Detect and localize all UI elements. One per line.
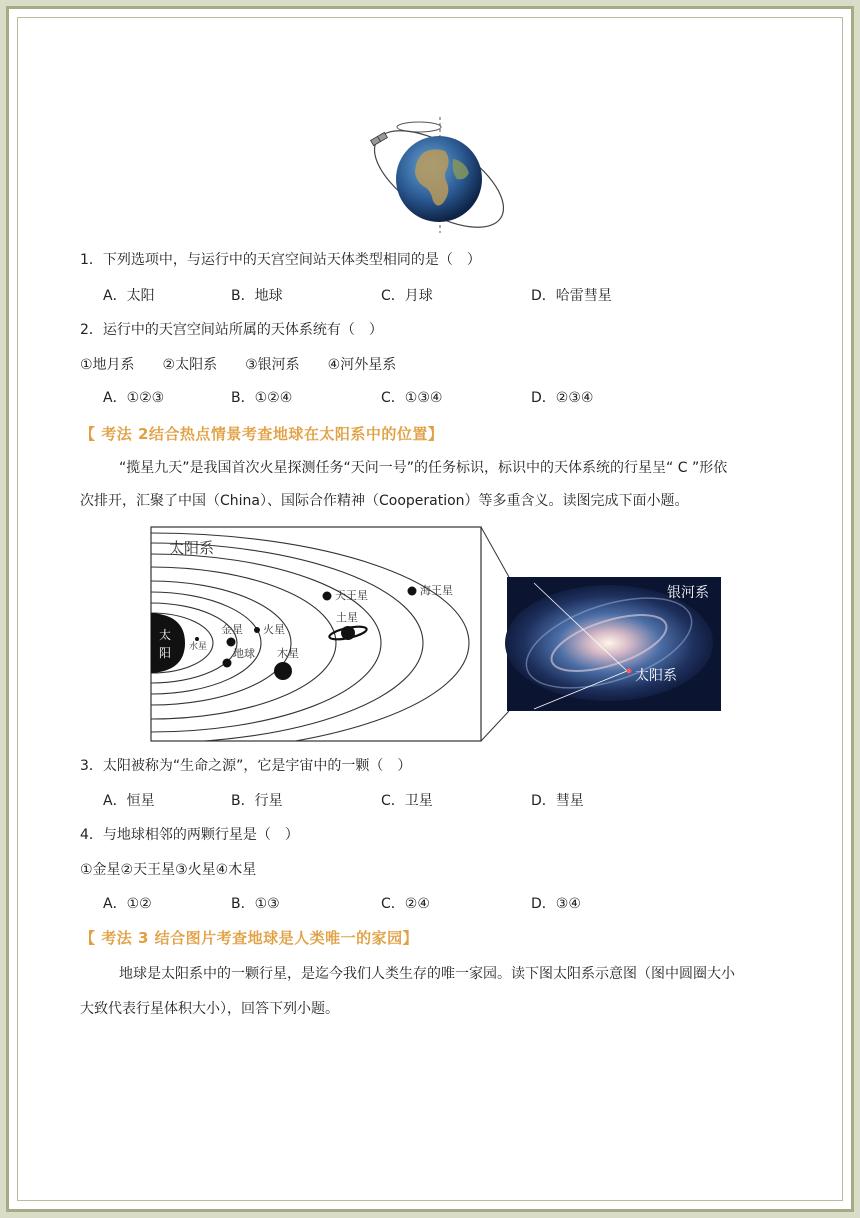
planet-uranus	[323, 592, 332, 601]
q2-items: ①地月系 ②太阳系 ③银河系 ④河外星系	[80, 357, 397, 373]
q4-option-a: A．①②	[103, 896, 152, 912]
solar-system-figure	[139, 525, 723, 745]
planet-mercury	[195, 637, 199, 641]
q2-option-a: A．①②③	[103, 390, 165, 406]
solar-system-panel	[151, 527, 481, 741]
label-mars: 火星	[263, 623, 285, 636]
q3-option-d: D．彗星	[531, 793, 584, 809]
q1-option-d: D．哈雷彗星	[531, 288, 612, 304]
q2-option-c: C．①③④	[381, 390, 443, 406]
galaxy-label: 银河系	[667, 585, 709, 601]
planet-neptune	[408, 587, 417, 596]
page-frame	[6, 6, 854, 1212]
question-2: 2．运行中的天宫空间站所属的天体系统有（ ）	[80, 322, 383, 338]
label-mercury: 水星	[189, 642, 208, 652]
section-3-heading: 【 考法 3 结合图片考查地球是人类唯一的家园】	[80, 929, 419, 947]
question-1: 1．下列选项中，与运行中的天宫空间站天体类型相同的是（ ）	[80, 252, 481, 268]
question-3: 3．太阳被称为“生命之源”，它是宇宙中的一颗（ ）	[80, 758, 412, 774]
label-jupiter: 木星	[277, 647, 299, 660]
q3-option-b: B．行星	[231, 793, 283, 809]
label-neptune: 海王星	[420, 584, 453, 597]
section-2-heading: 【 考法 2结合热点情景考查地球在太阳系中的位置】	[80, 425, 444, 443]
q3-option-a: A．恒星	[103, 793, 155, 809]
planet-venus	[227, 638, 236, 647]
planet-earth	[223, 659, 232, 668]
q4-option-d: D．③④	[531, 896, 581, 912]
planet-jupiter	[274, 662, 292, 680]
galaxy-solar-system-label: 太阳系	[635, 668, 677, 684]
space-station-icon	[371, 132, 388, 145]
connector-top	[481, 527, 509, 577]
section-3-paragraph-line-2: 大致代表行星体积大小），回答下列小题。	[80, 1001, 339, 1017]
connector-bottom	[481, 711, 509, 741]
q2-option-d: D．②③④	[531, 390, 594, 406]
q2-option-b: B．①②④	[231, 390, 293, 406]
q4-option-b: B．①③	[231, 896, 280, 912]
q1-option-c: C．月球	[381, 288, 433, 304]
solar-system-title: 太阳系	[169, 539, 215, 557]
planet-mars	[254, 627, 260, 633]
q4-items: ①金星②天王星③火星④木星	[80, 862, 257, 878]
label-uranus: 天王星	[335, 589, 368, 602]
question-4: 4．与地球相邻的两颗行星是（ ）	[80, 827, 299, 843]
section-3-paragraph-line-1: 地球是太阳系中的一颗行星，是迄今我们人类生存的唯一家园。读下图太阳系示意图（图中圆圈大小	[119, 966, 735, 982]
earth-station-illustration	[361, 113, 511, 237]
sun-label-top: 太	[158, 628, 172, 642]
q1-option-a: A．太阳	[103, 288, 155, 304]
section-2-paragraph-line-1: “揽星九天”是我国首次火星探测任务“天问一号”的任务标识，标识中的天体系统的行星呈“ C ”形依	[119, 460, 728, 476]
sun-label-bottom: 阳	[158, 646, 172, 660]
label-earth: 地球	[233, 647, 255, 660]
q1-option-b: B．地球	[231, 288, 283, 304]
label-venus: 金星	[221, 623, 243, 636]
label-saturn: 土星	[336, 611, 358, 624]
section-2-paragraph-line-2: 次排开，汇聚了中国（China）、国际合作精神（Cooperation）等多重含义。读图完成下面小题。	[80, 493, 689, 509]
q3-option-c: C．卫星	[381, 793, 433, 809]
solar-system-location-marker	[627, 669, 632, 674]
q4-option-c: C．②④	[381, 896, 430, 912]
